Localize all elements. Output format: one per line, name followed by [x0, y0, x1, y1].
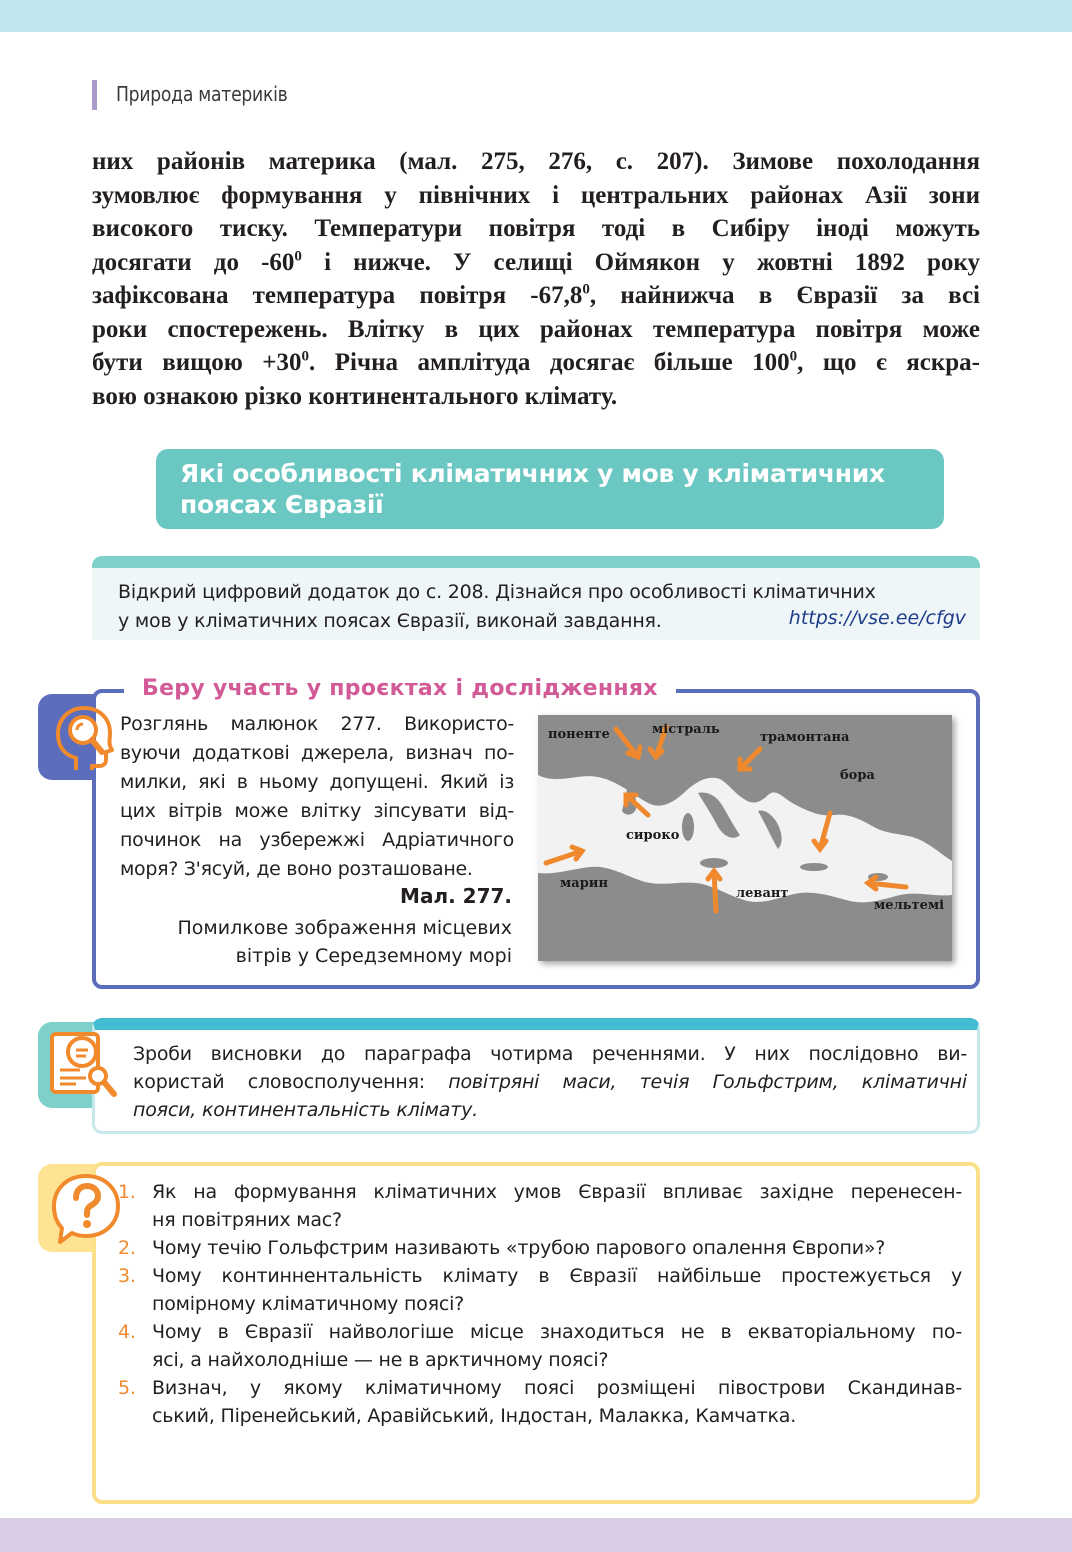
question-number: 5. — [118, 1377, 136, 1399]
conclusion-task-text: Зроби висновки до параграфа чотирма реченнями. У них послідовно ви- користай словосполучення: повітряні маси, течія Гольфстрим, кліматичні пояси, континентальність клімату. — [133, 1043, 967, 1121]
digital-supplement-text: Відкрий цифровий додаток до с. 208. Дізнайся про особливості кліматичних у мов у кліматичних поясах Євразії, виконай завдання. — [118, 581, 876, 632]
map-label-marin: марин — [560, 876, 608, 891]
body-line: роки спостережень. Влітку в цих районах температура повітря може — [92, 315, 980, 343]
body-paragraph — [92, 145, 980, 413]
map-graphic — [538, 715, 952, 961]
body-line: зумовлює формування у північних і центральних районах Азії зони — [92, 181, 980, 209]
figure-caption: Помилкове зображення місцевих вітрів у Середземному морі — [177, 917, 512, 967]
header-accent-bar — [92, 80, 97, 110]
body-line: зафіксована температура повітря -67,8$^0$, найнижча в Євразії за всі — [92, 281, 980, 309]
section-heading-line: поясах Євразії — [180, 490, 384, 519]
project-task-text: Розглянь малюнок 277. Використо- вуючи додаткові джерела, визнач по- милки, які в ньому допущені. Який із цих вітрів може влітку зіпсувати від- починок на узбережжі Адріатичного моря? З'ясуй, де воно розташоване. — [120, 713, 514, 880]
running-header: Природа материків — [116, 82, 288, 106]
body-line: бути вищою $+30^0$. Річна амплітуда досягає більше $100^0$, що є яскра- — [92, 348, 980, 376]
map-label-levant: левант — [736, 886, 789, 901]
body-line: високого тиску. Температури повітря тоді в Сибіру іноді можуть — [92, 215, 980, 242]
body-line: них районів материка (мал. 275, 276, с. 207). Зимове похолодання — [92, 148, 980, 175]
question-item: 1. Як на формування кліматичних умов Євразії впливає західне перенесен- ня повітряних мас? — [118, 1178, 962, 1234]
research-head-icon — [46, 700, 124, 778]
question-item: 5. Визнач, у якому кліматичному поясі розміщені півострови Скандинав- ський, Піренейський, Аравійський, Індостан, Малакка, Камчатка. — [118, 1374, 962, 1430]
question-item: 3. Чому континнентальність клімату в Євразії найбільше простежується у помірному кліматичному поясі? — [118, 1262, 962, 1318]
map-label-bora: бора — [840, 768, 875, 783]
question-number: 1. — [118, 1181, 136, 1203]
question-item: 2. Чому течію Гольфстрим називають «трубою парового опалення Європи»? — [118, 1234, 962, 1262]
digital-supplement-box — [92, 556, 980, 640]
section-heading-line: Які особливості кліматичних у мов у кліматичних — [180, 459, 885, 488]
question-number: 3. — [118, 1265, 136, 1287]
figure-number: Мал. 277. — [400, 884, 512, 908]
question-bubble-icon — [46, 1170, 126, 1250]
mediterranean-winds-map — [538, 715, 952, 961]
questions-list — [118, 1178, 962, 1430]
question-number: 2. — [118, 1237, 136, 1259]
document-magnifier-icon — [46, 1030, 126, 1102]
top-color-band — [0, 0, 1072, 32]
project-box-title: Беру участь у проєктах і дослідженнях — [124, 676, 676, 701]
map-label-ponente: поненте — [548, 727, 610, 742]
digital-supplement-link[interactable]: https://vse.ee/cfgv — [788, 607, 966, 629]
map-label-meltemi: мельтемі — [874, 898, 945, 913]
map-label-tramontana: трамонтана — [760, 730, 850, 745]
bottom-color-band — [0, 1518, 1072, 1552]
question-number: 4. — [118, 1321, 136, 1343]
question-item: 4. Чому в Євразії найвологіше місце знаходиться не в екваторіальному по- ясі, а найхолодніше — не в арктичному поясі? — [118, 1318, 962, 1374]
map-label-siroko: сироко — [626, 828, 680, 843]
section-heading — [156, 449, 944, 529]
body-line: досягати до $-60^0$ і нижче. У селищі Оймякон у жовтні 1892 року — [92, 248, 980, 276]
map-label-mistral: містраль — [652, 722, 720, 737]
body-line: вою ознакою різко континентального клімату. — [92, 382, 618, 410]
